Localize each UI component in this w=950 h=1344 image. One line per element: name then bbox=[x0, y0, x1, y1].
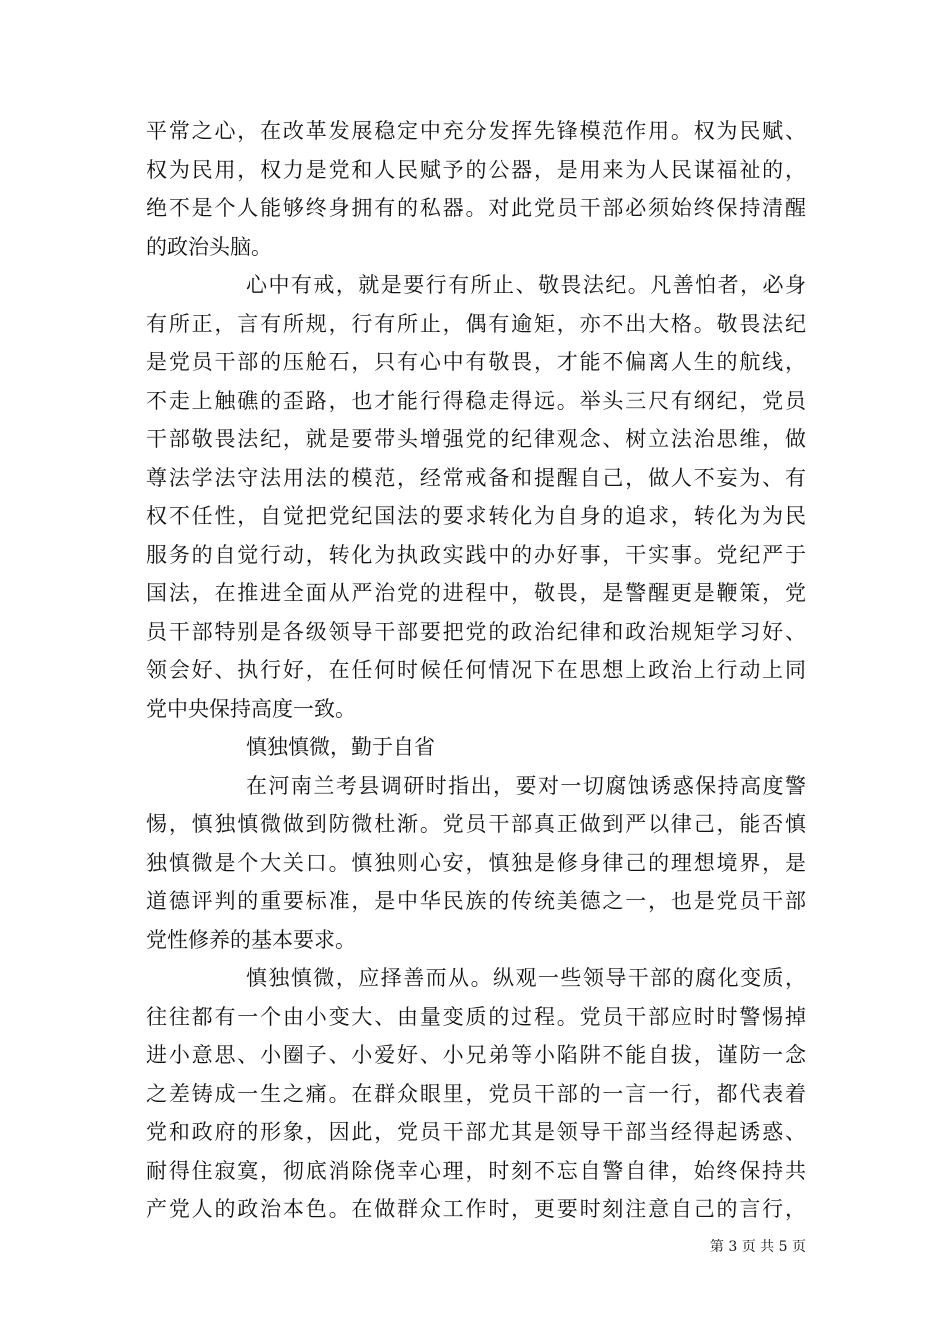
paragraph-5-line-3: 进小意思、小圈子、小爱好、小兄弟等小陷阱不能自拔，谨防一念 bbox=[146, 1043, 806, 1067]
paragraph-5-line-5: 党和政府的形象，因此，党员干部尤其是领导干部当经得起诱惑、 bbox=[146, 1120, 806, 1144]
paragraph-4-line-5: 党性修养的基本要求。 bbox=[146, 928, 356, 952]
paragraph-1-line-1: 平常之心，在改革发展稳定中充分发挥先锋模范作用。权为民赋、 bbox=[146, 119, 806, 143]
paragraph-2-line-4: 不走上触礁的歪路，也才能行得稳走得远。举头三尺有纲纪，党员 bbox=[146, 389, 806, 413]
section-heading: 慎独慎微，勤于自省 bbox=[246, 735, 435, 759]
paragraph-2-line-7: 权不任性，自觉把党纪国法的要求转化为自身的追求，转化为为民 bbox=[146, 504, 806, 528]
paragraph-2-line-2: 有所正，言有所规，行有所止，偶有逾矩，亦不出大格。敬畏法纪 bbox=[146, 312, 806, 336]
paragraph-5-line-1: 慎独慎微，应择善而从。纵观一些领导干部的腐化变质， bbox=[246, 966, 806, 990]
paragraph-4-line-1: 在河南兰考县调研时指出，要对一切腐蚀诱惑保持高度警 bbox=[246, 774, 806, 798]
paragraph-1-line-4: 的政治头脑。 bbox=[146, 235, 272, 259]
paragraph-2-line-8: 服务的自觉行动，转化为执政实践中的办好事，干实事。党纪严于 bbox=[146, 543, 806, 567]
paragraph-1-line-2: 权为民用，权力是党和人民赋予的公器，是用来为人民谋福祉的， bbox=[146, 158, 806, 182]
paragraph-5-line-7: 产党人的政治本色。在做群众工作时，更要时刻注意自己的言行， bbox=[146, 1197, 806, 1221]
paragraph-2-line-9: 国法，在推进全面从严治党的进程中，敬畏，是警醒更是鞭策，党 bbox=[146, 581, 806, 605]
paragraph-2-line-11: 领会好、执行好，在任何时候任何情况下在思想上政治上行动上同 bbox=[146, 658, 806, 682]
paragraph-5-line-6: 耐得住寂寞，彻底消除侥幸心理，时刻不忘自警自律，始终保持共 bbox=[146, 1159, 806, 1183]
paragraph-5-line-2: 往往都有一个由小变大、由量变质的过程。党员干部应时时警惕掉 bbox=[146, 1005, 806, 1029]
paragraph-1-line-3: 绝不是个人能够终身拥有的私器。对此党员干部必须始终保持清醒 bbox=[146, 196, 806, 220]
paragraph-4-line-3: 独慎微是个大关口。慎独则心安，慎独是修身律己的理想境界，是 bbox=[146, 851, 806, 875]
paragraph-2-line-12: 党中央保持高度一致。 bbox=[146, 697, 356, 721]
paragraph-2-line-10: 员干部特别是各级领导干部要把党的政治纪律和政治规矩学习好、 bbox=[146, 620, 806, 644]
paragraph-2-line-1: 心中有戒，就是要行有所止、敬畏法纪。凡善怕者，必身 bbox=[246, 273, 806, 297]
paragraph-4-line-2: 惕，慎独慎微做到防微杜渐。党员干部真正做到严以律己，能否慎 bbox=[146, 812, 806, 836]
paragraph-2-line-6: 尊法学法守法用法的模范，经常戒备和提醒自己，做人不妄为、有 bbox=[146, 466, 806, 490]
page-number: 第 3 页 共 5 页 bbox=[709, 1239, 806, 1255]
paragraph-4-line-4: 道德评判的重要标准，是中华民族的传统美德之一，也是党员干部 bbox=[146, 889, 806, 913]
paragraph-5-line-4: 之差铸成一生之痛。在群众眼里，党员干部的一言一行，都代表着 bbox=[146, 1082, 806, 1106]
paragraph-2-line-3: 是党员干部的压舱石，只有心中有敬畏，才能不偏离人生的航线， bbox=[146, 350, 806, 374]
paragraph-2-line-5: 干部敬畏法纪，就是要带头增强党的纪律观念、树立法治思维，做 bbox=[146, 427, 806, 451]
